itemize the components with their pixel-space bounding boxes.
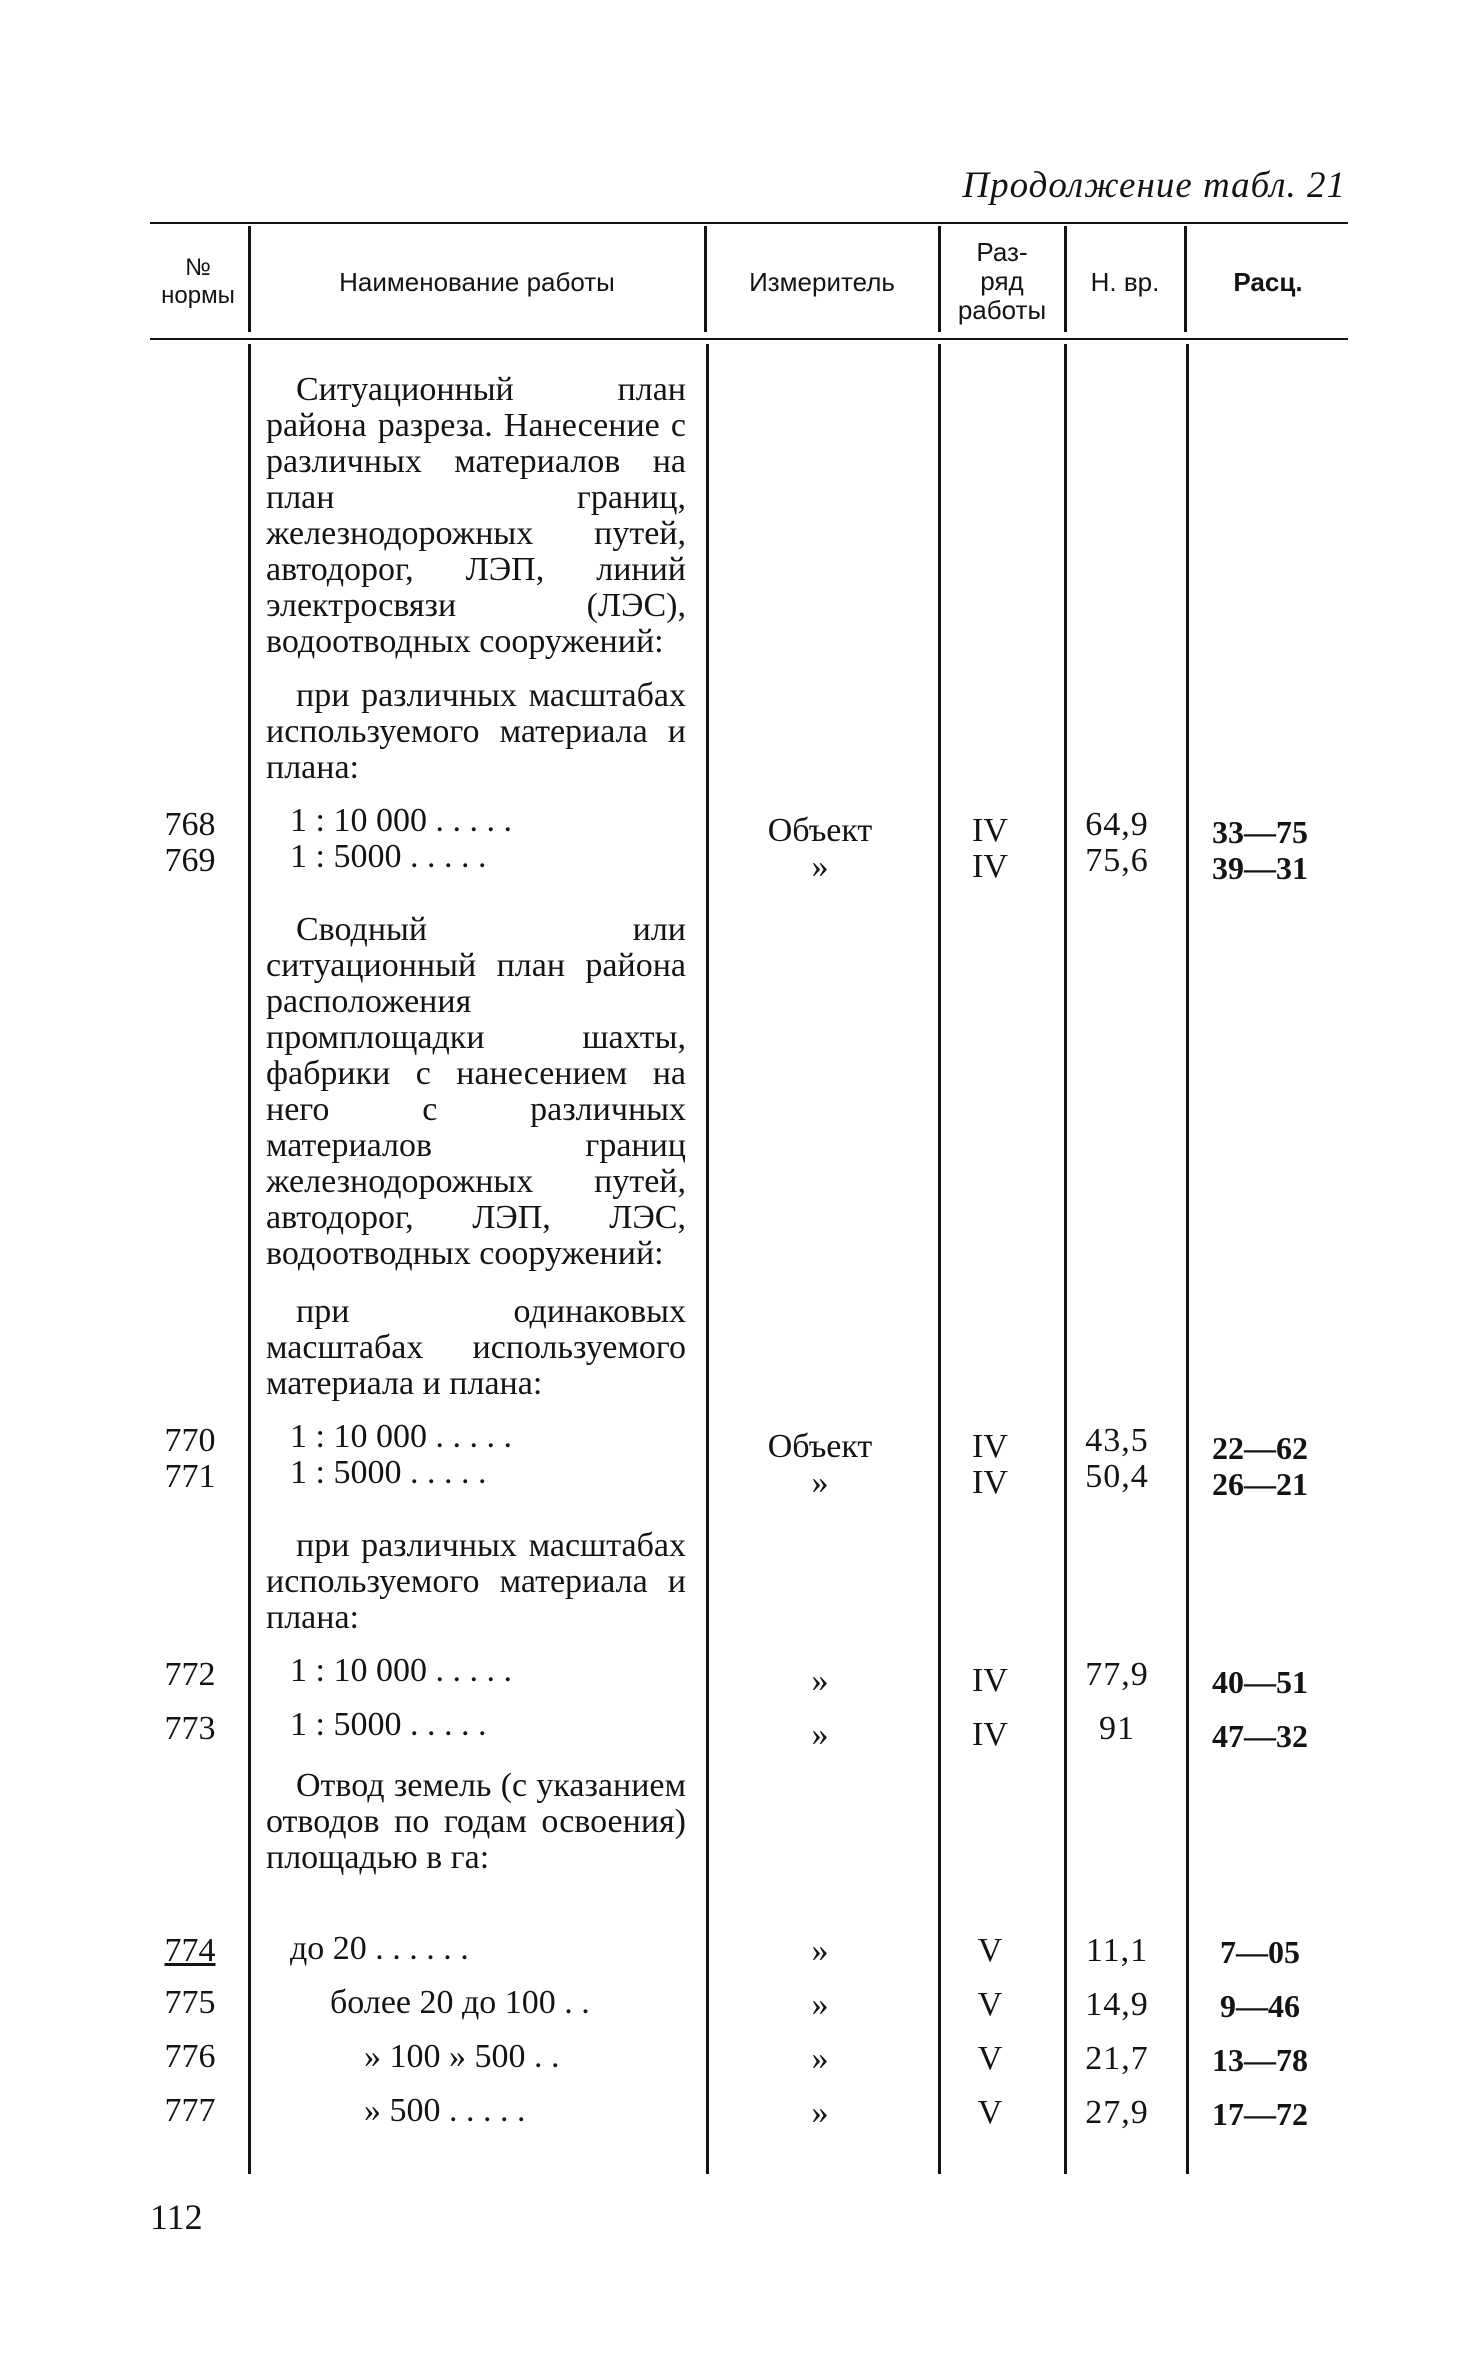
header-norm-number	[150, 232, 246, 332]
row-grade: V	[977, 2040, 1003, 2077]
row-measure: Объект	[767, 1428, 873, 1465]
header-measure-label: Измеритель	[749, 267, 895, 297]
row-number: 771	[164, 1458, 216, 1495]
row-grade: IV	[972, 1716, 1008, 1753]
row-time-norm: 21,7	[1085, 2040, 1149, 2077]
header-grade	[942, 226, 1062, 336]
row-measure: »	[811, 1986, 829, 2023]
header-grade-line1: Раз-	[976, 236, 1028, 267]
description-text-6: Отвод земель (с указанием отводов по годам освоения) площадью в га:	[266, 1767, 686, 1876]
row-grade: IV	[972, 812, 1008, 849]
header-time-norm	[1068, 232, 1182, 332]
row-grade: IV	[972, 1662, 1008, 1699]
header-grade-line3: работы	[957, 294, 1047, 325]
description-text-2: при различных масштабах используемого материала и плана:	[266, 677, 686, 786]
row-item: 1 : 10 000 . . . . .	[290, 802, 512, 839]
row-item: 1 : 5000 . . . . .	[290, 1454, 487, 1491]
row-number: 776	[164, 2038, 216, 2075]
body-divider-5	[1186, 344, 1189, 2174]
description-block-6	[266, 1768, 686, 1876]
header-divider-5	[1184, 226, 1187, 332]
row-measure: »	[811, 1662, 829, 1699]
row-item: 1 : 5000 . . . . .	[290, 838, 487, 875]
body-divider-4	[1064, 344, 1067, 2174]
row-number: 777	[164, 2092, 216, 2129]
row-rate: 13—78	[1212, 2042, 1308, 2078]
row-grade: IV	[972, 1464, 1008, 1501]
row-time-norm: 14,9	[1085, 1986, 1149, 2023]
row-measure: »	[811, 848, 829, 885]
row-item: 1 : 10 000 . . . . .	[290, 1418, 512, 1455]
description-block-4	[266, 1294, 686, 1402]
row-rate: 7—05	[1220, 1934, 1300, 1970]
row-item: » 500 . . . . .	[364, 2092, 526, 2129]
description-block-3	[266, 912, 686, 1272]
header-divider-4	[1064, 226, 1067, 332]
row-number: 774	[164, 1932, 216, 1969]
row-number: 769	[164, 842, 216, 879]
header-norm-number-line2: нормы	[161, 282, 235, 309]
row-time-norm: 77,9	[1085, 1656, 1149, 1693]
row-rate: 40—51	[1212, 1664, 1308, 1700]
row-measure: Объект	[767, 812, 873, 849]
row-time-norm: 91	[1099, 1710, 1135, 1747]
description-block-2	[266, 678, 686, 786]
header-work-name-label: Наименование работы	[339, 267, 615, 297]
row-number: 775	[164, 1984, 216, 2021]
header-measure	[708, 232, 936, 332]
row-time-norm: 43,5	[1085, 1422, 1149, 1459]
header-bottom-rule	[150, 338, 1348, 340]
row-number: 773	[164, 1710, 216, 1747]
row-time-norm: 64,9	[1085, 806, 1149, 843]
row-time-norm: 27,9	[1085, 2094, 1149, 2131]
body-divider-2	[706, 344, 709, 2174]
row-number: 770	[164, 1422, 216, 1459]
row-rate: 26—21	[1212, 1466, 1308, 1502]
row-grade: IV	[972, 848, 1008, 885]
row-grade: IV	[972, 1428, 1008, 1465]
description-block-1	[266, 372, 686, 660]
row-grade: V	[977, 1986, 1003, 2023]
row-time-norm: 50,4	[1085, 1458, 1149, 1495]
row-rate: 17—72	[1212, 2096, 1308, 2132]
row-item: 1 : 10 000 . . . . .	[290, 1652, 512, 1689]
table-top-rule	[150, 222, 1348, 224]
description-text-1: Ситуационный план района разреза. Нанесение с различных материалов на план границ, железнодорожных путей, автодорог, ЛЭП, линий электросвязи (ЛЭС), водоотводных сооружений:	[266, 371, 686, 660]
row-item: до 20 . . . . . .	[290, 1930, 469, 1967]
description-text-4: при одинаковых масштабах используемого материала и плана:	[266, 1293, 686, 1402]
row-grade: V	[977, 2094, 1003, 2131]
description-text-5: при различных масштабах используемого материала и плана:	[266, 1527, 686, 1636]
row-grade: V	[977, 1932, 1003, 1969]
page-number: 112	[150, 2197, 203, 2237]
row-time-norm: 75,6	[1085, 842, 1149, 879]
row-rate: 39—31	[1212, 850, 1308, 886]
row-measure: »	[811, 2040, 829, 2077]
header-work-name	[252, 232, 702, 332]
header-norm-number-line1: №	[185, 254, 211, 281]
row-rate: 47—32	[1212, 1718, 1308, 1754]
header-divider-2	[704, 226, 707, 332]
header-time-norm-label: Н. вр.	[1090, 267, 1160, 297]
row-measure: »	[811, 1464, 829, 1501]
row-measure: »	[811, 2094, 829, 2131]
row-rate: 9—46	[1220, 1988, 1300, 2024]
header-rate	[1190, 232, 1346, 332]
description-block-5	[266, 1528, 686, 1636]
header-rate-label: Расц.	[1233, 267, 1303, 297]
header-divider-3	[938, 226, 941, 332]
body-divider-1	[248, 344, 251, 2174]
row-item: 1 : 5000 . . . . .	[290, 1706, 487, 1743]
body-divider-3	[938, 344, 941, 2174]
row-number: 768	[164, 806, 216, 843]
table-continuation-caption: Продолжение табл. 21	[962, 165, 1346, 206]
row-rate: 22—62	[1212, 1430, 1308, 1466]
row-time-norm: 11,1	[1085, 1932, 1149, 1969]
row-rate: 33—75	[1212, 814, 1308, 850]
header-grade-line2: ряд	[980, 265, 1024, 296]
row-item: более 20 до 100 . .	[330, 1984, 590, 2021]
row-number: 772	[164, 1656, 216, 1693]
description-text-3: Сводный или ситуационный план района расположения промплощадки шахты, фабрики с нанесением на него с различных материалов границ железнодорожных путей, автодорог, ЛЭП, ЛЭС, водоотводных сооружений:	[266, 911, 686, 1272]
row-measure: »	[811, 1716, 829, 1753]
header-divider-1	[248, 226, 251, 332]
row-item: » 100 » 500 . .	[364, 2038, 560, 2075]
row-measure: »	[811, 1932, 829, 1969]
